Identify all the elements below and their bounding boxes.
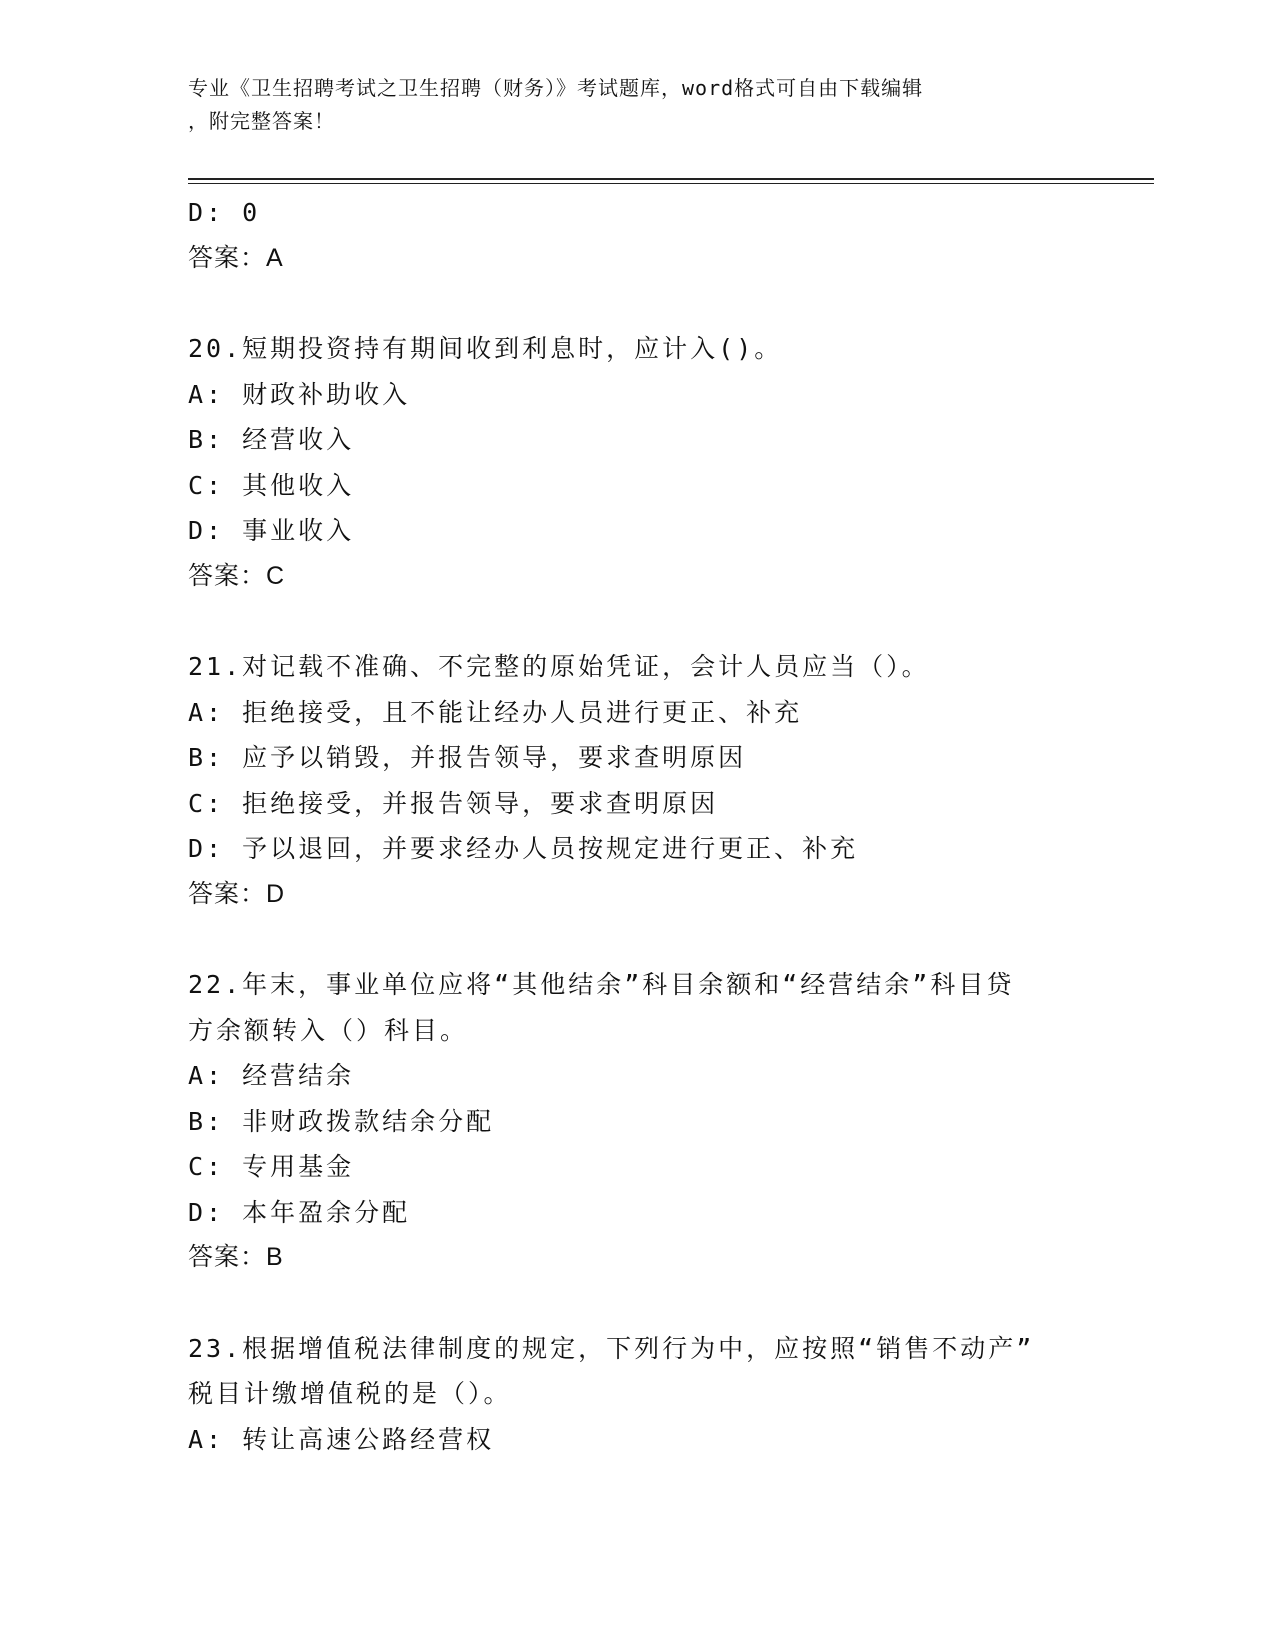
question-21-answer: 答案：D [188,879,286,908]
question-spacer [188,1281,1088,1326]
prev-question-answer: 答案：A [188,243,284,272]
question-21-option-c: C: 拒绝接受，并报告领导，要求查明原因 [188,788,719,818]
question-21-option-a: A: 拒绝接受，且不能让经办人员进行更正、补充 [188,697,803,727]
header-divider-thick [188,178,1154,180]
question-20-answer: 答案：C [188,561,286,590]
page-header [188,72,1088,138]
question-22-stem-line-2: 方余额转入（）科目。 [188,1015,469,1045]
question-20-stem: 20.短期投资持有期间收到利息时，应计入()。 [188,334,783,363]
question-spacer [188,599,1088,644]
header-line-2: ，附完整答案！ [188,109,335,133]
question-22-option-b: B: 非财政拨款结余分配 [188,1106,495,1136]
question-22-option-d: D: 本年盈余分配 [188,1197,411,1227]
question-20-option-d: D: 事业收入 [188,516,355,545]
question-23-stem-line-1: 23.根据增值税法律制度的规定，下列行为中，应按照“销售不动产” [188,1333,1035,1363]
question-list [188,190,1088,1462]
question-20-option-a: A: 财政补助收入 [188,379,411,409]
question-spacer [188,917,1088,962]
question-21-option-d: D: 予以退回，并要求经办人员按规定进行更正、补充 [188,834,859,863]
question-20-option-c: C: 其他收入 [188,470,355,500]
question-20-option-b: B: 经营收入 [188,425,355,454]
question-22-option-c: C: 专用基金 [188,1152,355,1181]
question-22-option-a: A: 经营结余 [188,1061,355,1090]
prev-question-option-d: D: 0 [188,198,261,227]
question-spacer [188,281,1088,326]
question-22-stem-line-1: 22.年末，事业单位应将“其他结余”科目余额和“经营结余”科目贷 [188,970,1015,999]
question-21-stem: 21.对记载不准确、不完整的原始凭证，会计人员应当（）。 [188,652,930,681]
question-23-option-a: A: 转让高速公路经营权 [188,1424,495,1454]
header-line-1: 专业《卫生招聘考试之卫生招聘（财务）》考试题库，word格式可自由下载编辑 [188,76,924,100]
question-21-option-b: B: 应予以销毁，并报告领导，要求查明原因 [188,743,747,772]
question-23-stem-line-2: 税目计缴增值税的是（）。 [188,1379,512,1408]
question-22-answer: 答案：B [188,1243,284,1271]
header-divider-thin [188,183,1154,184]
